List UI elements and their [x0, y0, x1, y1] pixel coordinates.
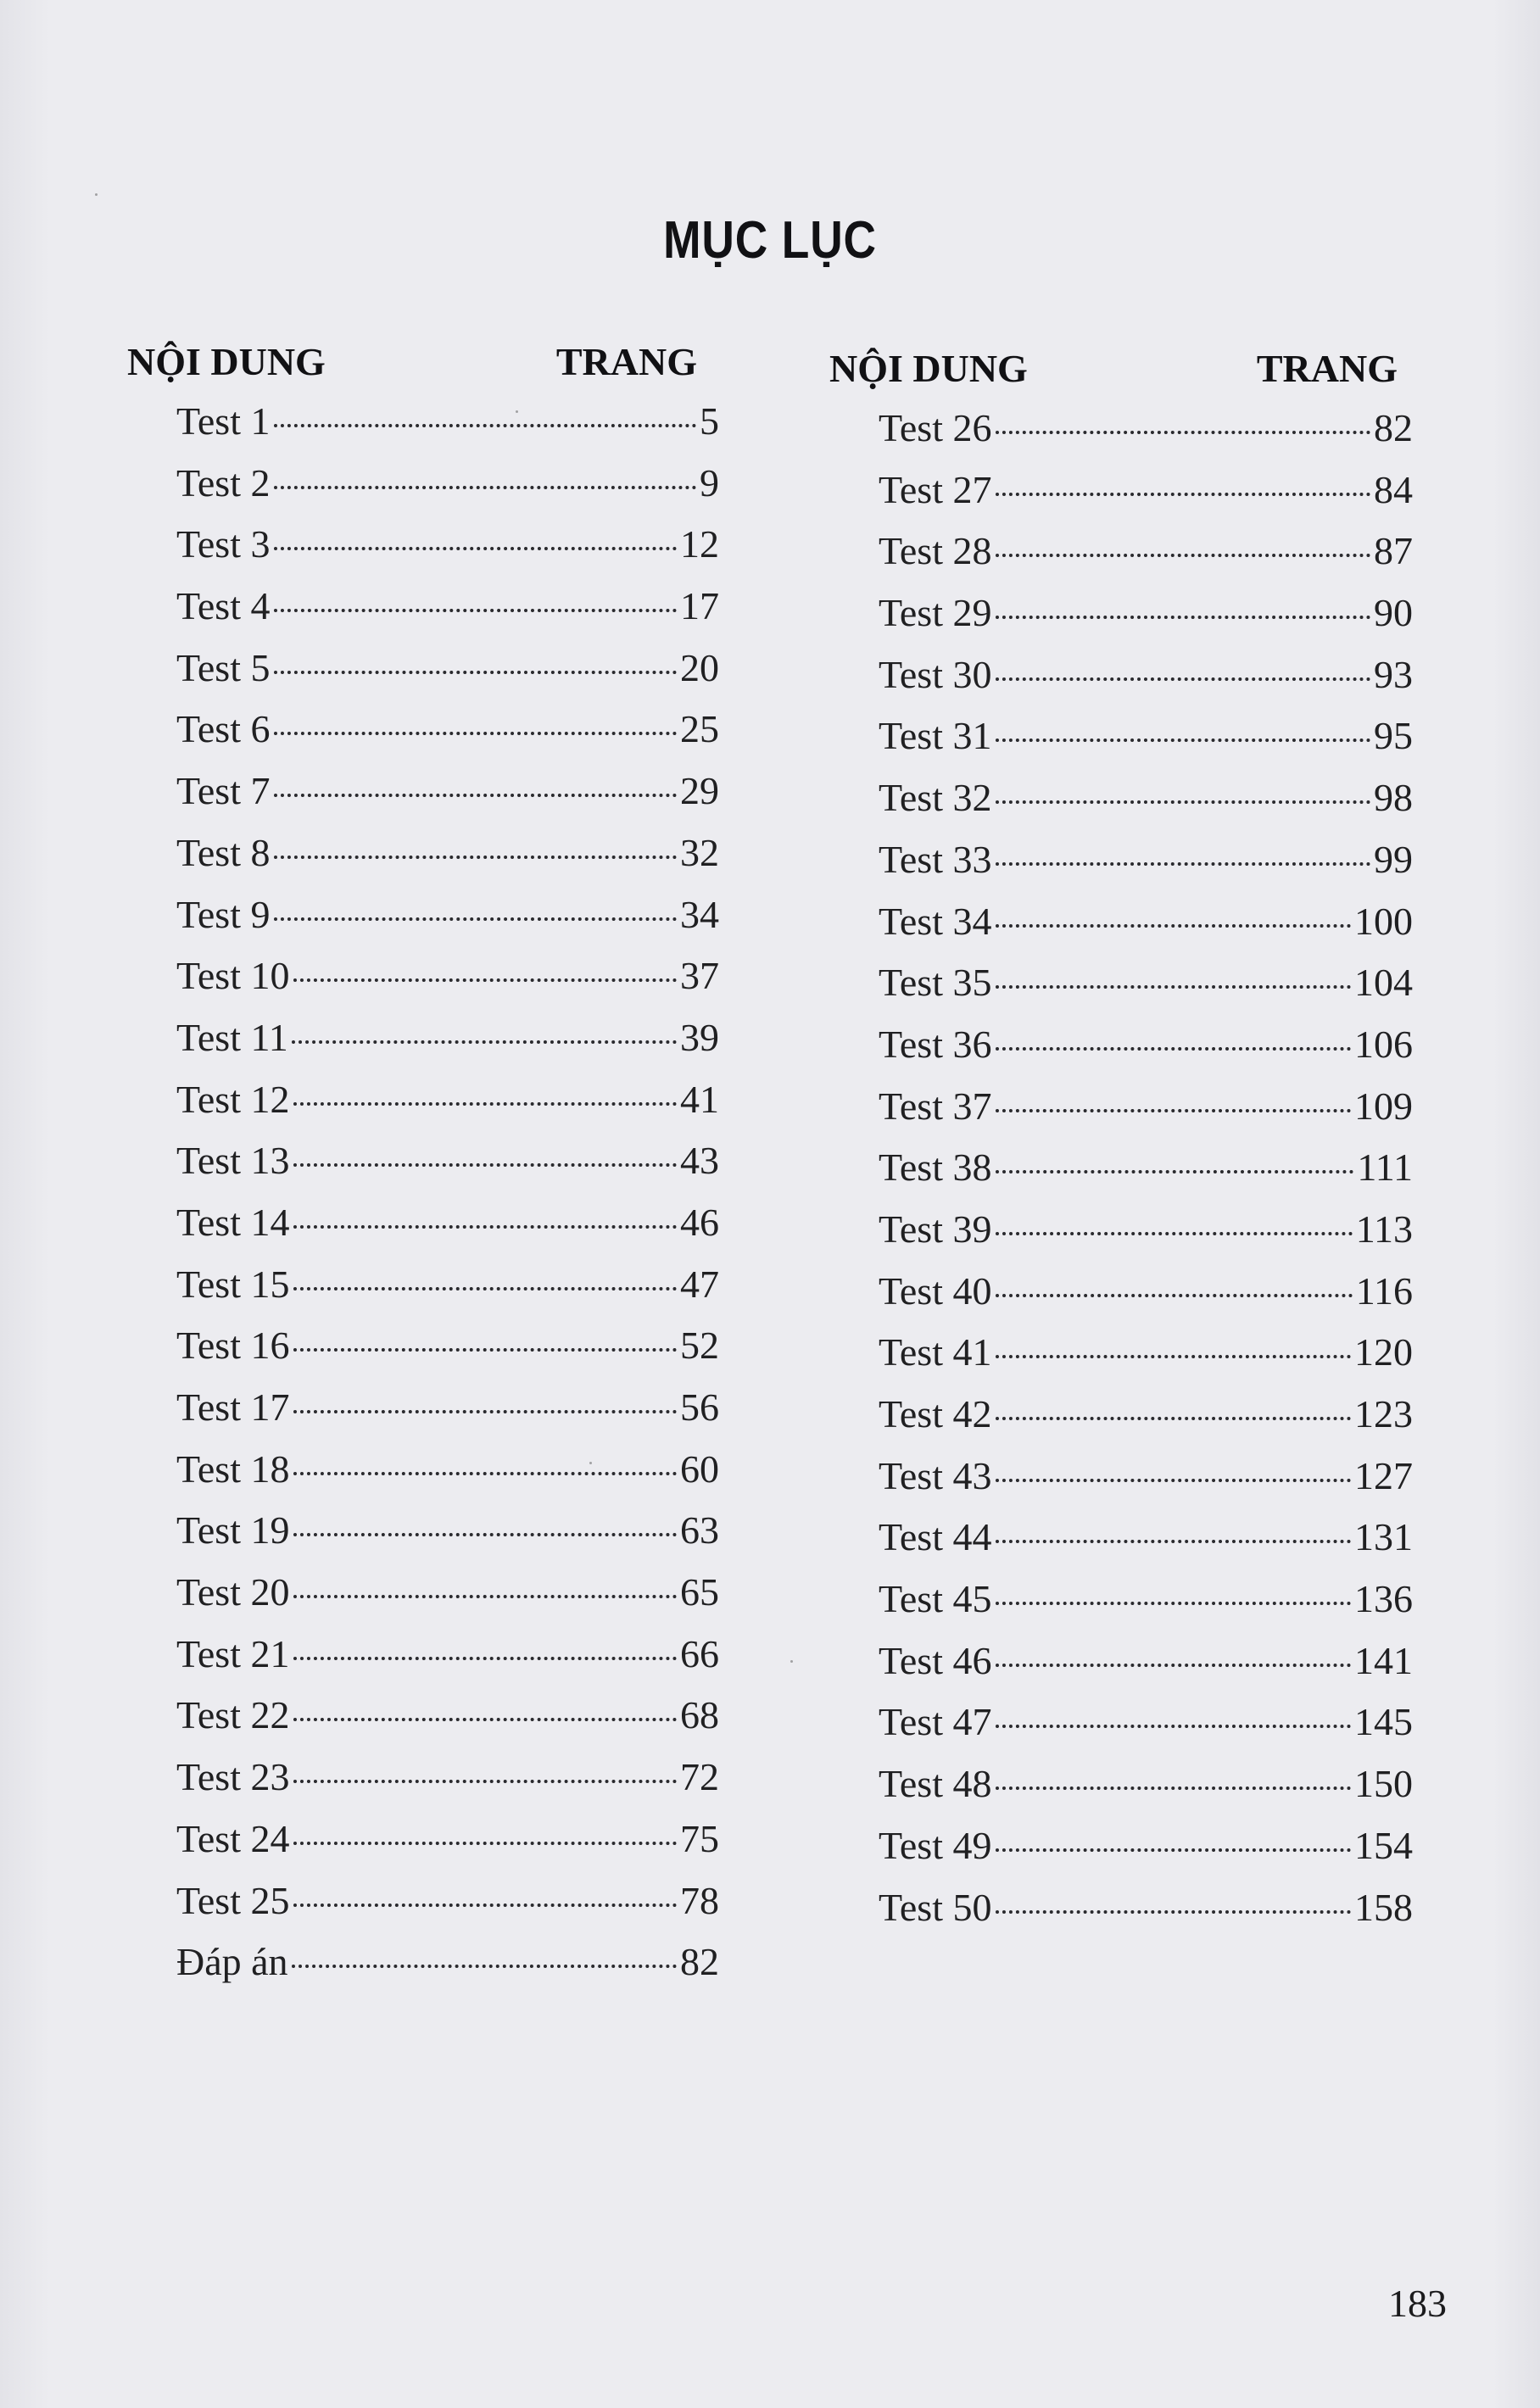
toc-entry-page: 20 — [680, 645, 719, 689]
dot-leader — [996, 554, 1371, 557]
toc-entry-page: 113 — [1355, 1207, 1413, 1251]
toc-entry-label: Test 14 — [176, 1200, 290, 1244]
toc-entry-label: Test 46 — [879, 1638, 992, 1682]
toc-entry-label: Test 25 — [176, 1878, 290, 1922]
page-column-heading: TRANG — [555, 340, 697, 383]
toc-entry-label: Test 30 — [879, 652, 992, 696]
toc-entry — [127, 706, 719, 768]
toc-entry-label: Test 4 — [176, 584, 271, 628]
toc-entry-page: 145 — [1354, 1700, 1413, 1744]
dot-leader — [996, 1540, 1352, 1543]
toc-entry — [829, 1329, 1413, 1391]
toc-entry-page: 66 — [680, 1631, 719, 1675]
toc-entry-label: Test 48 — [879, 1762, 992, 1806]
toc-entry-page: 34 — [680, 892, 719, 936]
toc-entry-label: Test 24 — [176, 1816, 290, 1860]
toc-entry-page: 136 — [1354, 1577, 1413, 1621]
dot-leader — [996, 1664, 1352, 1667]
toc-entry — [127, 460, 719, 522]
toc-entry-page: 63 — [680, 1508, 719, 1552]
dot-leader — [996, 924, 1352, 928]
toc-entry-label: Test 2 — [176, 460, 271, 504]
toc-entry — [829, 1638, 1413, 1700]
toc-entry-page: 104 — [1354, 961, 1413, 1005]
toc-entry-page: 100 — [1354, 899, 1413, 943]
toc-entry-page: 120 — [1354, 1330, 1413, 1374]
toc-entry-label: Test 13 — [176, 1139, 290, 1183]
toc-entry — [127, 1200, 719, 1262]
toc-entry-page: 87 — [1374, 529, 1413, 573]
dot-leader — [274, 424, 697, 427]
toc-entry-page: 47 — [680, 1262, 719, 1306]
toc-entry-label: Test 3 — [176, 522, 271, 566]
toc-entry-label: Test 11 — [176, 1015, 288, 1059]
toc-entry — [829, 405, 1413, 467]
dot-leader — [293, 1718, 678, 1721]
toc-entry-label: Test 35 — [879, 961, 992, 1005]
toc-entry-page: 116 — [1355, 1268, 1413, 1313]
toc-entry — [829, 1391, 1413, 1453]
dot-leader — [996, 1479, 1352, 1482]
toc-entry-label: Test 37 — [879, 1084, 992, 1128]
dot-leader — [293, 1102, 678, 1106]
toc-entry-page: 41 — [680, 1077, 719, 1121]
toc-entry-label: Test 17 — [176, 1385, 290, 1429]
toc-entry-page: 12 — [680, 522, 719, 566]
dot-leader — [996, 493, 1371, 496]
toc-entry-label: Test 9 — [176, 892, 271, 936]
toc-entry-page: 127 — [1354, 1453, 1413, 1497]
toc-entry-page: 99 — [1374, 837, 1413, 881]
dot-leader — [293, 1904, 678, 1907]
dot-leader — [293, 1410, 678, 1413]
dot-leader — [274, 732, 678, 735]
toc-entry-list — [127, 399, 719, 2001]
toc-entry-page: 39 — [680, 1015, 719, 1059]
toc-entry — [829, 1885, 1413, 1947]
dot-leader — [293, 1163, 678, 1167]
toc-column-left — [127, 339, 719, 2001]
toc-entry-label: Test 28 — [879, 529, 992, 573]
toc-entry-page: 68 — [680, 1693, 719, 1737]
toc-entry-page: 9 — [700, 460, 719, 504]
dot-leader — [996, 1047, 1352, 1051]
toc-entry-label: Test 42 — [879, 1392, 992, 1435]
toc-entry — [829, 1823, 1413, 1885]
page-number: 183 — [1388, 2282, 1447, 2325]
dot-leader — [996, 862, 1371, 866]
toc-entry-page: 111 — [1357, 1145, 1413, 1190]
dot-leader — [274, 856, 678, 859]
toc-entry-label: Test 20 — [176, 1570, 290, 1614]
toc-entry-label: Test 43 — [879, 1453, 992, 1497]
toc-entry-page: 106 — [1354, 1022, 1413, 1066]
toc-entry — [127, 399, 719, 460]
dot-leader — [293, 1842, 678, 1845]
dot-leader — [293, 1348, 678, 1352]
toc-entry — [829, 1576, 1413, 1638]
dot-leader — [292, 1040, 677, 1044]
toc-entry — [127, 830, 719, 892]
toc-entry-label: Test 32 — [879, 776, 992, 820]
toc-entry-label: Test 40 — [879, 1268, 992, 1313]
toc-entry-page: 72 — [680, 1755, 719, 1799]
toc-entry-label: Đáp án — [176, 1940, 288, 1984]
toc-entry-label: Test 26 — [879, 406, 992, 449]
toc-entry — [127, 1385, 719, 1446]
toc-column-right — [829, 346, 1413, 1946]
toc-entry — [127, 1508, 719, 1569]
toc-entry — [127, 1816, 719, 1878]
toc-entry-page: 17 — [680, 584, 719, 628]
dot-leader — [996, 1109, 1352, 1112]
toc-entry — [829, 1761, 1413, 1823]
toc-entry-page: 158 — [1354, 1885, 1413, 1929]
dot-leader — [293, 1780, 678, 1783]
toc-entry — [829, 590, 1413, 652]
toc-entry — [829, 1145, 1413, 1207]
dot-leader — [996, 1355, 1352, 1358]
toc-column-header — [127, 339, 695, 399]
toc-entry — [829, 713, 1413, 775]
toc-entry-page: 98 — [1374, 776, 1413, 820]
dot-leader — [996, 431, 1371, 434]
toc-entry-label: Test 36 — [879, 1022, 992, 1066]
dot-leader — [996, 1602, 1352, 1605]
toc-entry — [829, 899, 1413, 961]
dot-leader — [293, 1657, 678, 1660]
toc-entry-label: Test 47 — [879, 1700, 992, 1744]
toc-entry-label: Test 6 — [176, 707, 271, 751]
toc-entry-page: 65 — [680, 1570, 719, 1614]
toc-entry — [829, 1084, 1413, 1145]
toc-entry-label: Test 12 — [176, 1077, 290, 1121]
dot-leader — [274, 917, 678, 921]
toc-entry-label: Test 19 — [176, 1508, 290, 1552]
dot-leader — [274, 609, 678, 612]
toc-entry-page: 25 — [680, 707, 719, 751]
dot-leader — [293, 1533, 678, 1536]
dot-leader — [996, 1170, 1354, 1173]
toc-entry — [829, 960, 1413, 1022]
toc-entry-label: Test 45 — [879, 1577, 992, 1621]
dot-leader — [274, 671, 678, 674]
toc-entry-page: 141 — [1354, 1638, 1413, 1682]
toc-entry-page: 56 — [680, 1385, 719, 1429]
toc-entry-page: 109 — [1354, 1084, 1413, 1128]
toc-entry — [127, 768, 719, 830]
toc-entry — [127, 1138, 719, 1200]
toc-entry-label: Test 10 — [176, 954, 290, 998]
toc-entry — [127, 1939, 719, 2001]
toc-entry-label: Test 39 — [879, 1207, 992, 1251]
dot-leader — [293, 978, 678, 982]
toc-entry-label: Test 21 — [176, 1631, 290, 1675]
toc-entry — [127, 1754, 719, 1816]
toc-entry-label: Test 31 — [879, 714, 992, 758]
toc-entry — [127, 892, 719, 954]
toc-entry — [829, 1514, 1413, 1576]
toc-entry — [127, 1631, 719, 1693]
page-title: MỤC LỤC — [663, 211, 877, 270]
toc-entry — [829, 467, 1413, 529]
toc-entry — [829, 775, 1413, 837]
toc-entry-page: 82 — [680, 1940, 719, 1984]
toc-entry-page: 52 — [680, 1324, 719, 1368]
dot-leader — [996, 985, 1352, 989]
dot-leader — [292, 1965, 677, 1968]
toc-entry — [127, 1077, 719, 1139]
toc-entry-page: 5 — [700, 399, 719, 443]
toc-entry-label: Test 29 — [879, 591, 992, 635]
toc-entry-label: Test 1 — [176, 399, 271, 443]
dot-leader — [274, 486, 697, 489]
toc-entry-label: Test 34 — [879, 899, 992, 943]
toc-entry-label: Test 49 — [879, 1823, 992, 1867]
toc-entry-page: 60 — [680, 1446, 719, 1491]
toc-entry-label: Test 33 — [879, 837, 992, 881]
paper-speck — [95, 193, 98, 196]
dot-leader — [996, 739, 1371, 742]
toc-entry-page: 46 — [680, 1200, 719, 1244]
dot-leader — [274, 547, 678, 550]
toc-entry — [829, 837, 1413, 899]
toc-entry-page: 154 — [1354, 1823, 1413, 1867]
toc-column-header — [829, 346, 1398, 405]
toc-entry-label: Test 8 — [176, 830, 271, 874]
toc-entry — [127, 645, 719, 707]
toc-entry-page: 150 — [1354, 1762, 1413, 1806]
dot-leader — [293, 1595, 678, 1598]
toc-entry-label: Test 50 — [879, 1885, 992, 1929]
toc-entry — [127, 1692, 719, 1754]
toc-entry-page: 32 — [680, 830, 719, 874]
toc-entry-label: Test 7 — [176, 769, 271, 813]
toc-entry-page: 90 — [1374, 591, 1413, 635]
toc-entry — [127, 1878, 719, 1940]
toc-entry — [829, 652, 1413, 714]
toc-entry-page: 82 — [1374, 406, 1413, 449]
toc-entry-page: 95 — [1374, 714, 1413, 758]
toc-entry-page: 131 — [1354, 1515, 1413, 1559]
dot-leader — [293, 1287, 678, 1290]
toc-entry-list — [829, 405, 1413, 1946]
dot-leader — [996, 800, 1371, 804]
toc-entry — [127, 1262, 719, 1324]
toc-entry-label: Test 18 — [176, 1446, 290, 1491]
toc-entry-page: 84 — [1374, 467, 1413, 511]
toc-entry — [829, 1453, 1413, 1515]
content-column-heading: NỘI DUNG — [127, 340, 326, 383]
dot-leader — [293, 1472, 678, 1475]
toc-entry-label: Test 22 — [176, 1693, 290, 1737]
paper-speck — [589, 1462, 592, 1464]
toc-entry-label: Test 23 — [176, 1755, 290, 1799]
toc-entry-label: Test 41 — [879, 1330, 992, 1374]
toc-entry — [829, 528, 1413, 590]
toc-entry — [127, 1015, 719, 1077]
toc-entry — [127, 521, 719, 583]
dot-leader — [996, 1848, 1352, 1852]
toc-entry-page: 29 — [680, 769, 719, 813]
toc-entry-label: Test 5 — [176, 645, 271, 689]
dot-leader — [996, 1294, 1353, 1297]
dot-leader — [996, 616, 1371, 619]
toc-entry-page: 43 — [680, 1139, 719, 1183]
toc-entry-page: 93 — [1374, 652, 1413, 696]
toc-entry-label: Test 27 — [879, 467, 992, 511]
paper-speck — [516, 410, 518, 413]
dot-leader — [293, 1225, 678, 1229]
toc-entry-page: 75 — [680, 1816, 719, 1860]
dot-leader — [996, 1232, 1353, 1235]
toc-entry — [127, 1323, 719, 1385]
toc-entry-label: Test 38 — [879, 1145, 992, 1190]
toc-entry — [829, 1268, 1413, 1330]
page-column-heading: TRANG — [1256, 347, 1398, 390]
toc-entry-page: 78 — [680, 1878, 719, 1922]
toc-entry-label: Test 16 — [176, 1324, 290, 1368]
toc-entry — [127, 1446, 719, 1508]
toc-entry — [829, 1207, 1413, 1268]
dot-leader — [996, 1786, 1352, 1790]
dot-leader — [996, 1725, 1352, 1728]
dot-leader — [996, 1417, 1352, 1420]
toc-entry-label: Test 15 — [176, 1262, 290, 1306]
toc-entry — [829, 1699, 1413, 1761]
toc-entry — [127, 583, 719, 645]
content-column-heading: NỘI DUNG — [829, 347, 1028, 390]
toc-entry-label: Test 44 — [879, 1515, 992, 1559]
toc-entry-page: 123 — [1354, 1392, 1413, 1435]
dot-leader — [274, 794, 678, 797]
paper-speck — [790, 1660, 793, 1663]
toc-entry — [829, 1022, 1413, 1084]
dot-leader — [996, 677, 1371, 681]
dot-leader — [996, 1910, 1352, 1914]
toc-entry-page: 37 — [680, 954, 719, 998]
toc-entry — [127, 1569, 719, 1631]
toc-entry — [127, 953, 719, 1015]
